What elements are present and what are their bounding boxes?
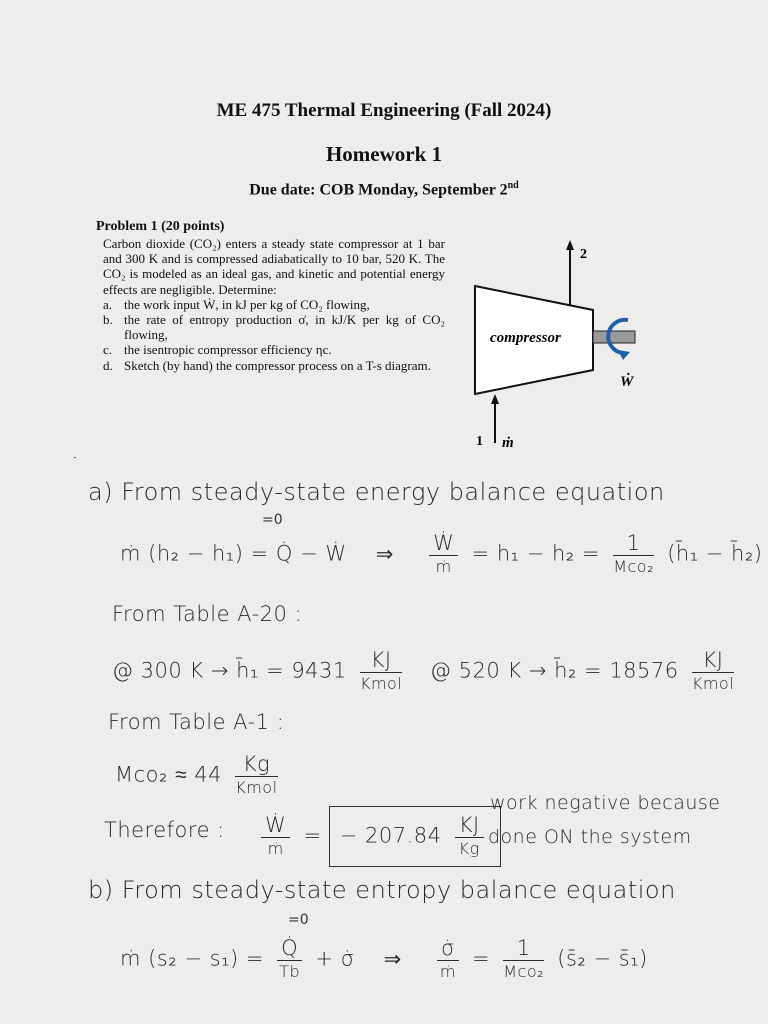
problem-intro: Carbon dioxide (CO₂) enters a steady state compressor at 1 bar and 300 K and is compressed adiabatically to 10 bar, 520 K. The CO₂ is modeled as an ideal gas, and kinetic and potential energy effects are negligible. Determine: bbox=[103, 236, 445, 297]
eq1-rhs2: (h̄₁ − h̄₂) bbox=[667, 541, 763, 566]
inlet-label: 1 bbox=[476, 434, 483, 449]
item-text: Sketch (by hand) the compressor process on a T-s diagram. bbox=[124, 357, 431, 373]
sign-comment-line2: done ON the system bbox=[488, 826, 692, 848]
unit-denominator: Kmol bbox=[359, 674, 403, 693]
molar-mass-text: Mco₂ ≈ 44 bbox=[115, 762, 223, 787]
result-box bbox=[329, 806, 501, 867]
fraction-numerator: Q̇ bbox=[277, 936, 302, 961]
unit-denominator: Kmol bbox=[235, 778, 278, 797]
fraction-denominator: Mco₂ bbox=[613, 557, 654, 576]
item-marker: c. bbox=[103, 342, 113, 358]
h2-unit bbox=[692, 648, 734, 695]
outlet-label: 2 bbox=[580, 247, 587, 262]
problem-statement bbox=[103, 236, 445, 373]
course-title: ME 475 Thermal Engineering (Fall 2024) bbox=[216, 100, 552, 121]
result-value: − 207.84 bbox=[339, 823, 442, 848]
enthalpy-h1 bbox=[112, 648, 408, 695]
mass-flow-label: ṁ bbox=[502, 435, 514, 451]
compressor-label: compressor bbox=[490, 330, 561, 346]
problem-heading: Problem 1 (20 points) bbox=[96, 219, 225, 234]
unit-numerator: KJ bbox=[360, 648, 402, 673]
energy-equation bbox=[120, 531, 762, 578]
rotation-arrowhead bbox=[618, 350, 630, 360]
dash-mark: - bbox=[73, 452, 77, 463]
eq2-rhs: (s̄₂ − s̄₁) bbox=[557, 946, 648, 971]
result-line bbox=[255, 806, 501, 867]
eq2-lhs: ṁ (s₂ − s₁) = bbox=[120, 946, 264, 971]
molar-mass-unit bbox=[235, 752, 277, 799]
homework-title: Homework 1 bbox=[325, 142, 443, 166]
unit-denominator: Kg bbox=[458, 839, 480, 858]
h1-text: @ 300 K → h̄₁ = 9431 bbox=[112, 658, 347, 683]
inlet-arrowhead bbox=[491, 394, 499, 404]
item-marker: d. bbox=[103, 357, 113, 373]
compressor-diagram bbox=[460, 238, 650, 453]
problem-item-b bbox=[103, 312, 445, 342]
result-fraction bbox=[261, 813, 290, 860]
h2-text: @ 520 K → h̄₂ = 18576 bbox=[430, 658, 679, 683]
implies-arrow: ⇒ bbox=[383, 946, 402, 971]
fraction-numerator: 1 bbox=[613, 531, 654, 556]
outlet-arrowhead bbox=[566, 240, 574, 250]
eq2-plus: + σ̇ bbox=[315, 946, 355, 971]
item-text: the work input Ẇ, in kJ per kg of CO₂ flowing, bbox=[124, 296, 370, 312]
item-text: the rate of entropy production σ̇, in kJ/K per kg of CO₂ flowing, bbox=[124, 312, 445, 343]
heat-zero-annotation: =0 bbox=[262, 512, 283, 528]
entropy-equation bbox=[120, 936, 648, 983]
part-a-heading: a) From steady-state energy balance equation bbox=[88, 478, 665, 506]
table-a20-label: From Table A-20 : bbox=[112, 602, 303, 626]
fraction-numerator: Ẇ bbox=[261, 813, 290, 838]
entropy-gen-fraction bbox=[437, 936, 459, 983]
table-a1-label: From Table A-1 : bbox=[108, 710, 285, 734]
result-unit bbox=[455, 813, 484, 860]
fraction-numerator: Ẇ bbox=[429, 531, 458, 556]
work-per-mass-fraction bbox=[429, 531, 458, 578]
h1-unit bbox=[360, 648, 402, 695]
due-date bbox=[0, 180, 768, 199]
part-b-heading: b) From steady-state entropy balance equation bbox=[88, 876, 676, 904]
implies-arrow: ⇒ bbox=[375, 541, 394, 566]
molar-mass-line bbox=[115, 752, 284, 799]
due-date-suffix: nd bbox=[507, 180, 519, 191]
sign-comment-line1: work negative because bbox=[490, 792, 721, 814]
fraction-denominator: ṁ bbox=[435, 557, 452, 576]
due-date-text: Due date: COB Monday, September 2 bbox=[249, 181, 508, 199]
problem-item-d bbox=[103, 358, 445, 373]
eq1-lhs: ṁ (h₂ − h₁) = Q̇ − Ẇ bbox=[120, 541, 347, 566]
unit-numerator: KJ bbox=[455, 813, 484, 838]
eq2-equals: = bbox=[471, 946, 491, 971]
fraction-denominator: ṁ bbox=[267, 839, 284, 858]
work-label: Ẇ bbox=[620, 374, 634, 390]
eq1-rhs1: = h₁ − h₂ = bbox=[471, 541, 600, 566]
unit-numerator: Kg bbox=[235, 752, 277, 777]
item-marker: b. bbox=[103, 312, 113, 328]
unit-denominator: Kmol bbox=[691, 674, 735, 693]
item-marker: a. bbox=[103, 296, 113, 312]
molar-mass-fraction bbox=[613, 531, 654, 578]
fraction-denominator: Mco₂ bbox=[503, 962, 545, 981]
fraction-denominator: ṁ bbox=[439, 962, 456, 981]
result-equals: = bbox=[303, 823, 322, 848]
enthalpy-h2 bbox=[430, 648, 740, 695]
problem-item-a bbox=[103, 297, 445, 312]
unit-numerator: KJ bbox=[692, 648, 734, 673]
heat-over-temp-fraction bbox=[277, 936, 302, 983]
fraction-numerator: 1 bbox=[503, 936, 544, 961]
item-text: the isentropic compressor efficiency ηc. bbox=[124, 342, 332, 358]
molar-mass-fraction-b bbox=[503, 936, 544, 983]
fraction-numerator: σ̇ bbox=[437, 936, 459, 961]
shaft bbox=[593, 331, 635, 343]
problem-item-c bbox=[103, 342, 445, 357]
fraction-denominator: Tb bbox=[279, 962, 301, 981]
heat-zero-annotation-b: =0 bbox=[288, 912, 309, 928]
therefore-label: Therefore : bbox=[104, 818, 225, 842]
